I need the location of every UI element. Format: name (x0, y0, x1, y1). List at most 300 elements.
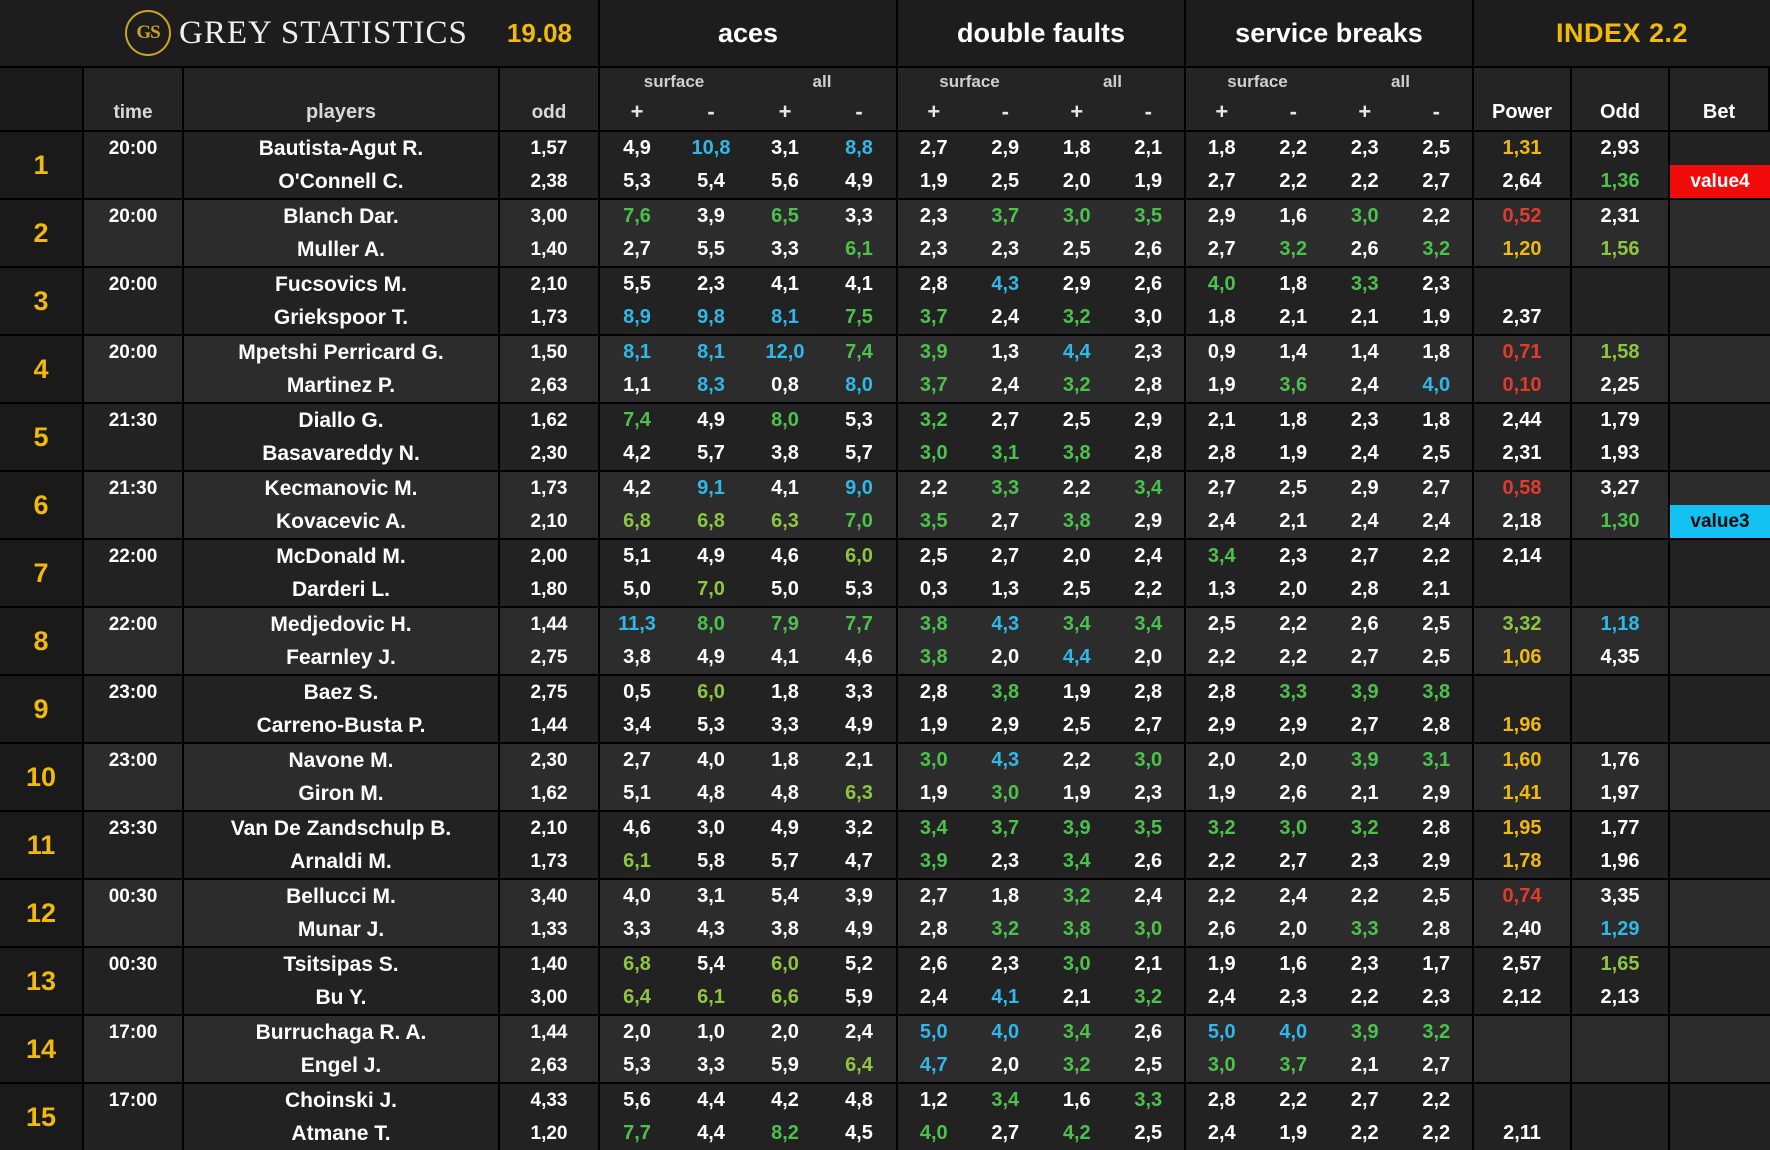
power-player-2: 2,40 (1502, 918, 1542, 940)
df-player-2 (898, 1049, 1184, 1082)
aces-player-1 (600, 948, 896, 981)
player-2-name[interactable]: Giron M. (298, 782, 384, 805)
stat-value: 2,3 (1134, 782, 1163, 804)
df-player-2 (898, 301, 1184, 334)
stat-value: 1,8 (771, 749, 799, 771)
stat-value: 8,1 (623, 341, 651, 363)
player-2-name[interactable]: Munar J. (297, 918, 385, 941)
match-time: 20:00 (108, 274, 158, 295)
aces-player-1 (600, 1016, 896, 1049)
stat-value: 2,0 (771, 1021, 799, 1043)
row-odds[interactable] (500, 676, 600, 742)
table-row[interactable] (0, 198, 1770, 266)
stat-value: 2,7 (1422, 477, 1451, 499)
power-player-1: 0,74 (1502, 885, 1542, 907)
df-player-1 (898, 336, 1184, 369)
power-player-2: 1,96 (1502, 714, 1542, 736)
date-label: 19.08 (506, 17, 572, 48)
match-time-blank (84, 165, 182, 198)
row-odds[interactable] (500, 608, 600, 674)
aces-player-1 (600, 132, 896, 165)
stat-value: 6,1 (697, 986, 725, 1008)
row-odds[interactable] (500, 268, 600, 334)
player-1-odd[interactable]: 1,44 (530, 614, 568, 635)
row-service-breaks (1186, 472, 1474, 538)
table-row[interactable] (0, 946, 1770, 1014)
row-odds[interactable] (500, 812, 600, 878)
row-odds[interactable] (500, 540, 600, 606)
row-double-faults (898, 1084, 1186, 1150)
player-2-name[interactable]: Muller A. (297, 238, 385, 261)
row-double-faults (898, 608, 1186, 674)
stat-value: 3,2 (1207, 817, 1236, 839)
stat-value: 2,5 (1422, 646, 1451, 668)
player-1-odd[interactable]: 3,40 (530, 886, 568, 907)
stat-value: 3,8 (771, 442, 799, 464)
power-column (1474, 812, 1572, 878)
row-odds[interactable] (500, 948, 600, 1014)
stat-value: 5,9 (771, 1054, 799, 1076)
row-players[interactable] (184, 812, 500, 878)
player-2-name[interactable]: Fearnley J. (286, 646, 396, 669)
bet-column[interactable] (1670, 540, 1770, 606)
stat-value: 4,9 (623, 137, 651, 159)
index-odd-player-1: 1,77 (1600, 817, 1640, 839)
row-players[interactable] (184, 336, 500, 402)
row-players[interactable] (184, 404, 500, 470)
stat-value: 2,3 (1350, 409, 1379, 431)
table-row[interactable] (0, 130, 1770, 198)
stat-value: 5,4 (697, 170, 725, 192)
stat-value: 2,7 (1279, 850, 1308, 872)
bet-badge[interactable]: value3 (1670, 505, 1770, 538)
stat-value: 5,3 (697, 714, 725, 736)
row-players[interactable] (184, 200, 500, 266)
row-odds[interactable] (500, 336, 600, 402)
power-player-2: 2,12 (1502, 986, 1542, 1008)
aces-player-2 (600, 233, 896, 266)
player-1-name[interactable]: Blanch Dar. (283, 205, 399, 228)
match-time: 23:00 (108, 750, 158, 771)
stat-value: 2,3 (991, 238, 1020, 260)
stat-value: 3,9 (919, 850, 948, 872)
df-player-2 (898, 641, 1184, 674)
stat-value: 2,5 (919, 545, 948, 567)
player-1-odd[interactable]: 1,40 (530, 954, 568, 975)
player-2-odd[interactable]: 2,38 (530, 171, 568, 192)
power-player-1: 0,52 (1502, 205, 1542, 227)
player-2-name[interactable]: Martinez P. (286, 374, 396, 397)
aces-player-1 (600, 1084, 896, 1117)
stat-value: 2,7 (1350, 545, 1379, 567)
bet-column[interactable] (1670, 608, 1770, 674)
player-1-odd[interactable]: 1,73 (530, 478, 568, 499)
row-players[interactable] (184, 268, 500, 334)
stat-value: 2,8 (1422, 817, 1451, 839)
player-2-name[interactable]: Griekspoor T. (273, 306, 409, 329)
player-1-odd[interactable]: 2,30 (530, 750, 568, 771)
match-time-blank (84, 233, 182, 266)
player-1-odd[interactable]: 2,10 (530, 818, 568, 839)
stat-value: 2,1 (1134, 953, 1163, 975)
row-players[interactable] (184, 1084, 500, 1150)
player-1-name[interactable]: Navone M. (288, 749, 394, 772)
stat-value: 3,3 (845, 681, 873, 703)
player-1-name[interactable]: Mpetshi Perricard G. (238, 341, 444, 364)
table-row[interactable] (0, 810, 1770, 878)
stat-value: 2,4 (1134, 545, 1163, 567)
row-double-faults (898, 812, 1186, 878)
df-player-2 (898, 845, 1184, 878)
stat-value: 2,0 (1062, 545, 1091, 567)
player-1-odd[interactable]: 3,00 (530, 206, 568, 227)
stat-value: 1,8 (1207, 306, 1236, 328)
player-2-odd[interactable]: 1,73 (530, 307, 568, 328)
sb-surface-label: surface (1227, 72, 1288, 91)
stat-value: 2,8 (1134, 374, 1163, 396)
stat-value: 2,9 (1279, 714, 1308, 736)
player-2-name[interactable]: Carreno-Busta P. (256, 714, 426, 737)
player-1-name[interactable]: Fucsovics M. (275, 273, 407, 296)
bet-column[interactable] (1670, 336, 1770, 402)
player-2-name[interactable]: Atmane T. (291, 1122, 391, 1145)
player-1-odd[interactable]: 4,33 (530, 1090, 568, 1111)
row-players[interactable] (184, 676, 500, 742)
bet-player-2 (1670, 777, 1770, 810)
row-time (84, 132, 184, 198)
stat-value: 4,2 (623, 442, 651, 464)
stat-value: 5,7 (845, 442, 873, 464)
table-row[interactable] (0, 878, 1770, 946)
player-2-name[interactable]: Arnaldi M. (290, 850, 392, 873)
player-1-name[interactable]: Burruchaga R. A. (255, 1021, 427, 1044)
player-2-odd[interactable]: 1,44 (530, 715, 568, 736)
stat-value: 1,8 (1062, 137, 1091, 159)
df-player-1 (898, 744, 1184, 777)
player-2-odd[interactable]: 1,20 (530, 1123, 568, 1144)
bet-player-2[interactable] (1670, 505, 1770, 538)
row-aces (600, 744, 898, 810)
sb-player-1 (1186, 812, 1472, 845)
player-1-odd[interactable]: 2,75 (530, 682, 568, 703)
stat-value: 2,3 (919, 238, 948, 260)
stat-value: 2,2 (919, 477, 948, 499)
player-1-odd[interactable]: 2,00 (530, 546, 568, 567)
bet-column[interactable] (1670, 948, 1770, 1014)
aces-player-1 (600, 676, 896, 709)
table-row[interactable] (0, 538, 1770, 606)
sb-player-2 (1186, 913, 1472, 946)
row-aces (600, 1016, 898, 1082)
sb-player-2 (1186, 369, 1472, 402)
match-time-blank (84, 981, 182, 1014)
stat-value: 5,6 (771, 170, 799, 192)
stat-value: 4,9 (845, 918, 873, 940)
row-aces (600, 812, 898, 878)
stat-value: 2,3 (697, 273, 725, 295)
row-service-breaks (1186, 132, 1474, 198)
bet-column[interactable] (1670, 200, 1770, 266)
df-player-2 (898, 165, 1184, 198)
stat-value: 1,7 (1422, 953, 1451, 975)
row-service-breaks (1186, 608, 1474, 674)
stat-value: 1,9 (1279, 1122, 1308, 1144)
bet-column[interactable] (1670, 472, 1770, 538)
stat-value: 3,0 (991, 782, 1020, 804)
stat-value: 4,2 (1062, 1122, 1091, 1144)
row-odds[interactable] (500, 404, 600, 470)
sb-player-1 (1186, 608, 1472, 641)
stat-value: 3,5 (919, 510, 948, 532)
stat-value: 2,8 (1207, 1089, 1236, 1111)
table-row[interactable] (0, 742, 1770, 810)
row-players[interactable] (184, 132, 500, 198)
player-1-odd[interactable]: 1,62 (530, 410, 568, 431)
row-odds[interactable] (500, 200, 600, 266)
row-aces (600, 608, 898, 674)
match-time: 23:30 (108, 818, 158, 839)
player-2-odd[interactable]: 3,00 (530, 987, 568, 1008)
player-1-name[interactable]: Baez S. (303, 681, 379, 704)
bet-column[interactable] (1670, 1016, 1770, 1082)
player-2-odd[interactable]: 1,80 (530, 579, 568, 600)
aces-player-2 (600, 1117, 896, 1150)
power-column (1474, 676, 1572, 742)
row-odds[interactable] (500, 1084, 600, 1150)
table-row[interactable] (0, 334, 1770, 402)
bet-player-2 (1670, 913, 1770, 946)
stat-value: 1,0 (697, 1021, 725, 1043)
player-2-odd[interactable]: 1,62 (530, 783, 568, 804)
aces-surface-minus: - (707, 99, 715, 124)
power-player-2 (1474, 573, 1570, 606)
row-double-faults (898, 1016, 1186, 1082)
sb-player-2 (1186, 165, 1472, 198)
stat-value: 6,3 (771, 510, 799, 532)
player-1-name[interactable]: Diallo G. (298, 409, 384, 432)
row-players[interactable] (184, 472, 500, 538)
index-odd-player-2: 1,56 (1600, 238, 1640, 260)
index-odd-player-1 (1572, 540, 1668, 573)
index-odd-player-2: 1,97 (1600, 782, 1640, 804)
df-player-2 (898, 1117, 1184, 1150)
player-1-name[interactable]: McDonald M. (276, 545, 406, 568)
player-1-name[interactable]: Bautista-Agut R. (258, 137, 424, 160)
player-2-odd[interactable]: 2,63 (530, 1055, 568, 1076)
index-odd-column (1572, 540, 1670, 606)
bet-player-2[interactable] (1670, 165, 1770, 198)
aces-player-2 (600, 777, 896, 810)
bet-column[interactable] (1670, 268, 1770, 334)
player-2-name[interactable]: Bu Y. (315, 986, 367, 1009)
index-odd-player-1: 2,31 (1600, 205, 1640, 227)
df-player-1 (898, 268, 1184, 301)
player-2-odd[interactable]: 1,40 (530, 239, 568, 260)
table-row[interactable] (0, 470, 1770, 538)
player-2-name[interactable]: Darderi L. (291, 578, 391, 601)
row-odds[interactable] (500, 744, 600, 810)
table-row[interactable] (0, 674, 1770, 742)
row-players[interactable] (184, 744, 500, 810)
row-service-breaks (1186, 948, 1474, 1014)
stat-value: 4,9 (697, 646, 725, 668)
stat-value: 2,8 (1207, 442, 1236, 464)
stat-value: 2,7 (1350, 1089, 1379, 1111)
row-players[interactable] (184, 608, 500, 674)
stat-value: 3,4 (1062, 613, 1091, 635)
df-player-2 (898, 709, 1184, 742)
df-surface-minus: - (1001, 99, 1009, 124)
stat-value: 3,4 (1062, 850, 1091, 872)
df-player-1 (898, 676, 1184, 709)
stat-value: 8,1 (771, 306, 799, 328)
stat-value: 2,8 (1422, 918, 1451, 940)
player-1-odd[interactable]: 1,50 (530, 342, 568, 363)
stat-value: 2,7 (1350, 646, 1379, 668)
df-player-1 (898, 540, 1184, 573)
bet-column[interactable] (1670, 404, 1770, 470)
stat-value: 3,6 (1279, 374, 1308, 396)
player-1-name[interactable]: Medjedovic H. (270, 613, 412, 636)
sb-player-1 (1186, 948, 1472, 981)
table-row[interactable] (0, 606, 1770, 674)
row-players[interactable] (184, 948, 500, 1014)
power-player-1: 3,32 (1502, 613, 1542, 635)
stat-value: 6,8 (697, 510, 725, 532)
stat-value: 2,2 (1134, 578, 1163, 600)
power-player-1 (1474, 268, 1570, 301)
stat-value: 2,4 (1350, 442, 1379, 464)
stat-value: 5,4 (771, 885, 799, 907)
row-index (1474, 404, 1770, 470)
stat-value: 7,7 (623, 1122, 651, 1144)
table-row[interactable] (0, 266, 1770, 334)
sb-player-1 (1186, 404, 1472, 437)
player-1-name[interactable]: Tsitsipas S. (283, 953, 399, 976)
top-header-bar (0, 0, 1770, 66)
stat-value: 2,5 (1062, 714, 1091, 736)
match-time: 22:00 (108, 546, 158, 567)
row-aces (600, 472, 898, 538)
row-double-faults (898, 880, 1186, 946)
stat-value: 3,0 (1279, 817, 1308, 839)
index-odd-player-1 (1572, 1016, 1668, 1049)
row-odds[interactable] (500, 472, 600, 538)
player-2-name[interactable]: Basavareddy N. (262, 442, 420, 465)
row-odds[interactable] (500, 132, 600, 198)
player-1-odd[interactable]: 1,57 (530, 138, 568, 159)
bet-player-1 (1670, 200, 1770, 233)
player-2-odd[interactable]: 2,75 (530, 647, 568, 668)
player-2-name[interactable]: O'Connell C. (278, 170, 404, 193)
row-double-faults (898, 404, 1186, 470)
stat-value: 1,9 (1207, 953, 1236, 975)
player-2-odd[interactable]: 2,30 (530, 443, 568, 464)
player-1-name[interactable]: Kecmanovic M. (264, 477, 418, 500)
stat-value: 2,6 (1350, 613, 1379, 635)
stat-value: 0,9 (1207, 341, 1236, 363)
df-player-1 (898, 132, 1184, 165)
bet-column[interactable] (1670, 880, 1770, 946)
stat-value: 2,7 (1207, 477, 1236, 499)
grey-statistics-logo-icon: GS (125, 10, 171, 56)
stat-value: 5,0 (1207, 1021, 1236, 1043)
row-double-faults (898, 200, 1186, 266)
player-2-odd[interactable]: 2,10 (530, 511, 568, 532)
aces-player-1 (600, 880, 896, 913)
stat-value: 1,3 (1207, 578, 1236, 600)
aces-player-1 (600, 608, 896, 641)
stat-value: 9,0 (845, 477, 873, 499)
index-odd-player-2 (1572, 1049, 1668, 1082)
table-row[interactable] (0, 402, 1770, 470)
match-rows (0, 130, 1770, 1150)
row-number: 4 (0, 336, 84, 402)
stat-value: 2,9 (991, 137, 1020, 159)
col-header-odd (500, 68, 600, 130)
power-player-1: 1,95 (1502, 817, 1542, 839)
stat-value: 2,6 (1207, 918, 1236, 940)
row-players[interactable] (184, 880, 500, 946)
bet-column[interactable] (1670, 812, 1770, 878)
aces-all-plus: + (778, 99, 792, 124)
stat-value: 2,0 (623, 1021, 651, 1043)
row-aces (600, 948, 898, 1014)
index-odd-column (1572, 744, 1670, 810)
stat-value: 3,3 (1134, 1089, 1163, 1111)
stat-value: 0,8 (771, 374, 799, 396)
bet-badge[interactable]: value4 (1670, 165, 1770, 198)
df-surface-label: surface (939, 72, 1000, 91)
player-2-name[interactable]: Engel J. (300, 1054, 382, 1077)
col-header-power: Power (1474, 68, 1572, 130)
player-1-odd[interactable]: 2,10 (530, 274, 568, 295)
bet-column[interactable] (1670, 744, 1770, 810)
player-1-name[interactable]: Choinski J. (284, 1089, 398, 1112)
player-2-name[interactable]: Kovacevic A. (276, 510, 406, 533)
table-row[interactable] (0, 1082, 1770, 1150)
table-row[interactable] (0, 1014, 1770, 1082)
row-players[interactable] (184, 1016, 500, 1082)
stat-value: 3,1 (697, 885, 725, 907)
power-player-2: 1,78 (1502, 850, 1542, 872)
match-time-blank (84, 913, 182, 946)
stat-value: 5,2 (845, 953, 873, 975)
bet-column[interactable] (1670, 1084, 1770, 1150)
bet-column[interactable] (1670, 132, 1770, 198)
bet-column[interactable] (1670, 676, 1770, 742)
aces-player-2 (600, 981, 896, 1014)
stat-value: 4,9 (845, 714, 873, 736)
row-players[interactable] (184, 540, 500, 606)
stat-value: 2,2 (1422, 545, 1451, 567)
row-odds[interactable] (500, 880, 600, 946)
bet-player-1 (1670, 1016, 1770, 1049)
player-2-odd[interactable]: 2,63 (530, 375, 568, 396)
player-2-odd[interactable]: 1,33 (530, 919, 568, 940)
power-column (1474, 1084, 1572, 1150)
row-index (1474, 676, 1770, 742)
match-time-blank (84, 1117, 182, 1150)
player-2-odd[interactable]: 1,73 (530, 851, 568, 872)
stat-value: 3,3 (1350, 273, 1379, 295)
stat-value: 2,0 (1279, 578, 1308, 600)
player-1-name[interactable]: Van De Zandschulp B. (230, 817, 452, 840)
stat-value: 9,8 (697, 306, 725, 328)
player-1-name[interactable]: Bellucci M. (286, 885, 396, 908)
player-1-odd[interactable]: 1,44 (530, 1022, 568, 1043)
row-odds[interactable] (500, 1016, 600, 1082)
